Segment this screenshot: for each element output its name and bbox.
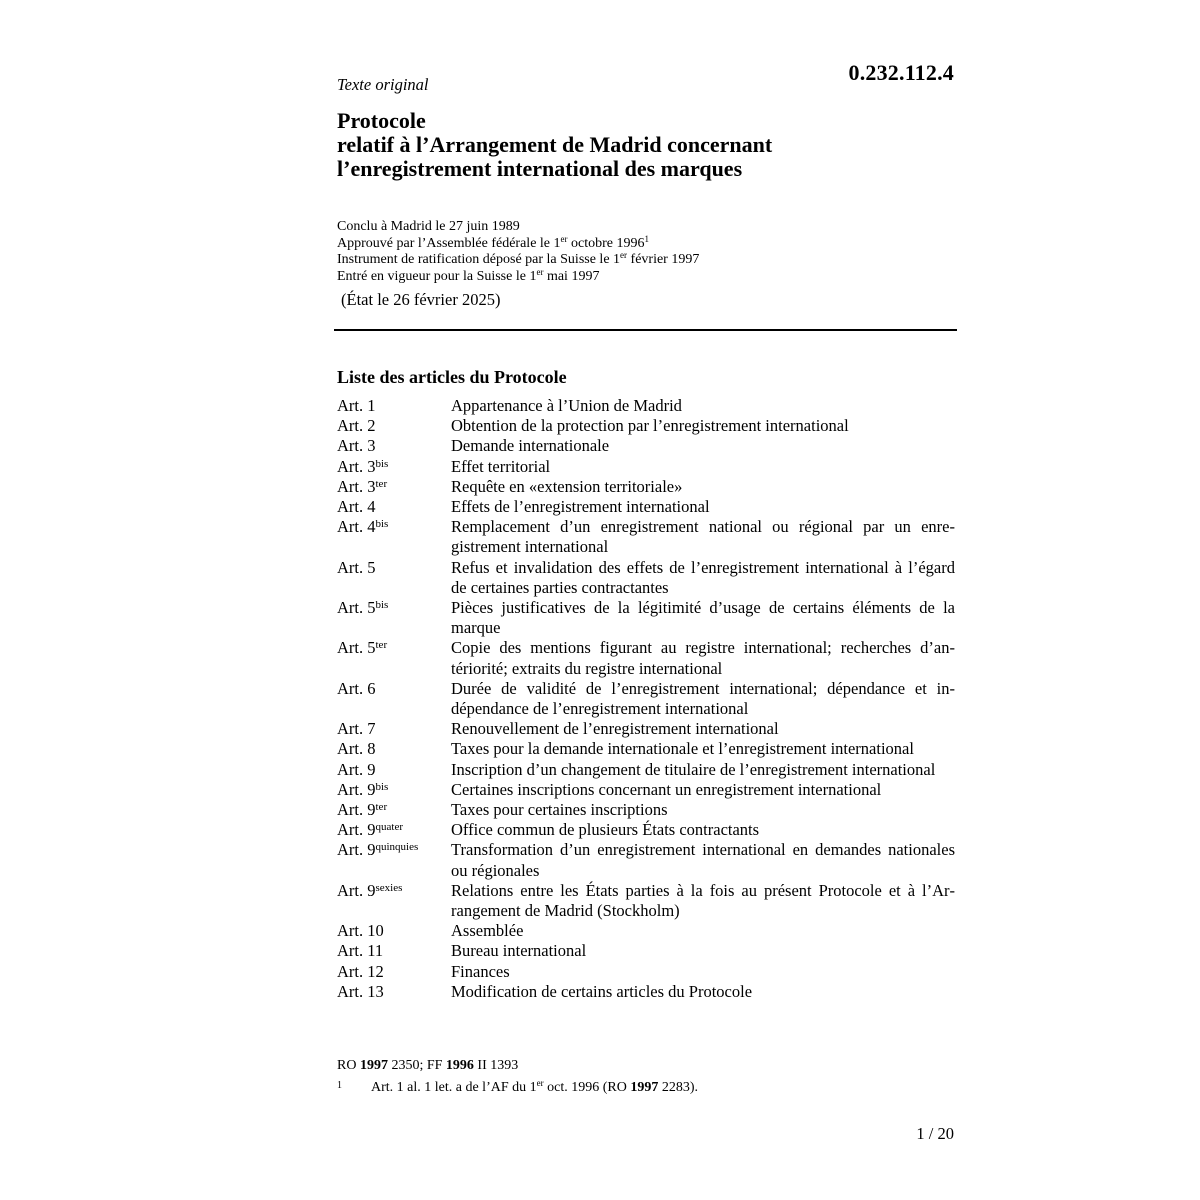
- toc-item[interactable]: [337, 760, 955, 780]
- toc-article-title: Pièces justificatives de la légitimité d’usage de certains éléments de la marque: [451, 598, 955, 638]
- toc-article-title: Effet territorial: [451, 456, 551, 476]
- approved-ordinal: er: [560, 233, 568, 244]
- toc-article-number: [337, 739, 451, 759]
- toc-article-number: [337, 820, 451, 840]
- original-text-label: Texte original: [337, 75, 429, 94]
- ro-label: RO: [337, 1058, 360, 1073]
- toc-article-title: Remplacement d’un enregistrement national ou régional par un enregistrement international: [451, 517, 955, 557]
- toc-article-number: [337, 638, 451, 678]
- in-force-line: [337, 266, 699, 286]
- toc-item[interactable]: [337, 840, 955, 880]
- toc-item[interactable]: [337, 497, 955, 517]
- toc-item[interactable]: [337, 820, 955, 840]
- toc-item[interactable]: [337, 800, 955, 820]
- toc-article-number: [337, 800, 451, 820]
- toc-article-title: Assemblée: [451, 921, 524, 941]
- toc-article-title: Modification de certains articles du Protocole: [451, 981, 753, 1001]
- ratified-line: [337, 252, 699, 269]
- toc-article-title: Demande internationale: [451, 436, 610, 456]
- toc-article-number: [337, 558, 451, 598]
- table-of-contents: [337, 396, 955, 1002]
- title-line-2: relatif à l’Arrangement de Madrid concernant: [337, 132, 773, 157]
- ff-year: 1996: [445, 1058, 474, 1073]
- toc-article-suffix: ter: [375, 639, 388, 652]
- footnote-year: 1997: [630, 1080, 659, 1095]
- toc-item[interactable]: [337, 719, 955, 739]
- toc-article-title: Copie des mentions figurant au registre international; recherches d’antériorité; extraits du registre international: [451, 638, 955, 678]
- toc-article-base: Art. 2: [337, 416, 376, 436]
- toc-item[interactable]: [337, 396, 955, 416]
- toc-article-title: Relations entre les États parties à la fois au présent Protocole et à l’Arrangement de Madrid (Stockholm): [451, 880, 955, 921]
- concluded-line: Conclu à Madrid le 27 juin 1989: [337, 219, 520, 234]
- toc-item[interactable]: [337, 780, 955, 800]
- toc-article-suffix: ter: [375, 477, 388, 490]
- toc-article-number: [337, 840, 451, 880]
- toc-article-number: [337, 598, 451, 638]
- page-number: 1 / 20: [916, 1124, 954, 1143]
- approved-text: Approuvé par l’Assemblée fédérale le 1: [337, 235, 561, 251]
- toc-article-base: Art. 9: [337, 880, 376, 900]
- toc-article-base: Art. 9: [337, 820, 376, 840]
- toc-item[interactable]: [337, 921, 955, 941]
- toc-article-base: Art. 4: [337, 517, 376, 537]
- toc-article-number: [337, 760, 451, 780]
- footnote-ordinal: er: [536, 1078, 544, 1088]
- toc-article-suffix: sexies: [375, 881, 403, 894]
- toc-article-number: [337, 517, 451, 557]
- toc-article-title: Transformation d’un enregistrement international en demandes nationales ou régionales: [451, 840, 955, 880]
- toc-article-title: Effets de l’enregistrement international: [451, 497, 710, 517]
- toc-article-title: Renouvellement de l’enregistrement international: [451, 719, 779, 739]
- ro-page: 2350; FF: [387, 1058, 446, 1073]
- footnote-text-end: 2283).: [658, 1080, 699, 1095]
- toc-article-number: [337, 477, 451, 497]
- footnote-text-mid: oct. 1996 (RO: [543, 1080, 631, 1095]
- toc-item[interactable]: [337, 881, 955, 921]
- document-metadata: [337, 219, 699, 285]
- toc-article-base: Art. 13: [337, 981, 384, 1001]
- toc-article-base: Art. 1: [337, 396, 376, 415]
- toc-article-number: [337, 457, 451, 477]
- toc-article-base: Art. 9: [337, 759, 376, 779]
- toc-item[interactable]: [337, 739, 955, 759]
- toc-article-title: Inscription d’un changement de titulaire de l’enregistrement international: [451, 759, 936, 779]
- toc-article-title: Taxes pour certaines inscriptions: [451, 800, 668, 820]
- toc-item[interactable]: [337, 457, 955, 477]
- toc-article-base: Art. 9: [337, 840, 376, 860]
- toc-item[interactable]: [337, 679, 955, 719]
- toc-article-number: [337, 396, 451, 416]
- toc-article-title: Requête en «extension territoriale»: [451, 476, 683, 496]
- official-references: [337, 1058, 518, 1074]
- sr-number: 0.232.112.4: [848, 60, 954, 85]
- toc-heading: Liste des articles du Protocole: [337, 367, 567, 387]
- toc-item[interactable]: [337, 558, 955, 598]
- toc-article-title: Obtention de la protection par l’enregistrement international: [451, 416, 849, 436]
- toc-article-number: [337, 941, 451, 961]
- toc-article-suffix: quater: [375, 821, 403, 834]
- ff-page: II 1393: [473, 1058, 519, 1073]
- footnote-1: [337, 1080, 698, 1096]
- toc-article-base: Art. 5: [337, 638, 376, 658]
- toc-article-number: [337, 497, 451, 517]
- toc-article-suffix: bis: [375, 457, 389, 470]
- toc-article-base: Art. 7: [337, 719, 376, 739]
- toc-article-suffix: quinquies: [375, 841, 419, 854]
- toc-article-base: Art. 4: [337, 497, 376, 517]
- toc-item[interactable]: [337, 436, 955, 456]
- in-force-date: mai 1997: [543, 268, 600, 284]
- toc-article-base: Art. 9: [337, 779, 376, 799]
- toc-article-base: Art. 3: [337, 476, 376, 496]
- toc-article-number: [337, 881, 451, 921]
- toc-item[interactable]: [337, 416, 955, 436]
- in-force-text: Entré en vigueur pour la Suisse le 1: [337, 268, 537, 284]
- toc-article-base: Art. 9: [337, 800, 376, 820]
- in-force-ordinal: er: [536, 266, 544, 277]
- toc-item[interactable]: [337, 962, 955, 982]
- toc-article-number: [337, 982, 451, 1002]
- toc-article-title: Taxes pour la demande internationale et l’enregistrement international: [451, 739, 914, 759]
- toc-item[interactable]: [337, 638, 955, 678]
- toc-article-title: Bureau international: [451, 941, 587, 961]
- toc-article-suffix: bis: [375, 780, 389, 793]
- toc-article-title: Refus et invalidation des effets de l’enregistrement international à l’égard de certaines parties contractantes: [451, 557, 955, 597]
- toc-item[interactable]: [337, 941, 955, 961]
- toc-article-suffix: bis: [375, 518, 389, 531]
- toc-article-suffix: ter: [375, 801, 388, 814]
- title-line-3: l’enregistrement international des marques: [337, 156, 743, 181]
- toc-item[interactable]: [337, 598, 955, 638]
- footnote-ref-1[interactable]: 1: [644, 233, 649, 244]
- footnote-text-prefix: Art. 1 al. 1 let. a de l’AF du 1: [371, 1080, 537, 1095]
- toc-article-number: [337, 962, 451, 982]
- toc-item[interactable]: [337, 477, 955, 497]
- toc-article-title: Finances: [451, 961, 510, 981]
- toc-article-title: Durée de validité de l’enregistrement international; dépendance et indépendance de l’enregistrement international: [451, 678, 955, 719]
- state-date: (État le 26 février 2025): [341, 290, 501, 309]
- toc-article-suffix: bis: [375, 599, 389, 612]
- ratified-ordinal: er: [620, 250, 628, 260]
- toc-article-title: Appartenance à l’Union de Madrid: [451, 396, 682, 415]
- ratified-date: février 1997: [627, 252, 700, 267]
- toc-article-base: Art. 5: [337, 557, 376, 577]
- toc-article-base: Art. 5: [337, 598, 376, 618]
- document-title: [337, 109, 772, 181]
- toc-article-base: Art. 11: [337, 941, 384, 961]
- toc-article-base: Art. 6: [337, 678, 376, 698]
- toc-article-number: [337, 719, 451, 739]
- toc-item[interactable]: [337, 517, 955, 557]
- toc-article-title: Certaines inscriptions concernant un enregistrement international: [451, 779, 882, 799]
- toc-item[interactable]: [337, 982, 955, 1002]
- ratified-text: Instrument de ratification déposé par la Suisse le 1: [337, 252, 621, 267]
- toc-article-base: Art. 12: [337, 961, 384, 981]
- toc-article-number: [337, 921, 451, 941]
- toc-article-number: [337, 416, 451, 436]
- toc-article-base: Art. 3: [337, 456, 376, 476]
- footnote-mark: 1: [337, 1080, 342, 1091]
- toc-article-base: Art. 3: [337, 436, 376, 456]
- approved-date: octobre 1996: [567, 235, 645, 251]
- title-line-1: Protocole: [337, 108, 426, 133]
- header-divider: [334, 329, 957, 331]
- document-page: [337, 0, 957, 1200]
- approved-line: [337, 233, 699, 253]
- toc-article-number: [337, 679, 451, 719]
- footnote-text: [371, 1080, 698, 1096]
- toc-article-number: [337, 780, 451, 800]
- toc-article-base: Art. 8: [337, 739, 376, 759]
- toc-article-base: Art. 10: [337, 921, 384, 941]
- ro-year: 1997: [359, 1058, 388, 1073]
- toc-article-title: Office commun de plusieurs États contractants: [451, 820, 760, 840]
- toc-article-number: [337, 436, 451, 456]
